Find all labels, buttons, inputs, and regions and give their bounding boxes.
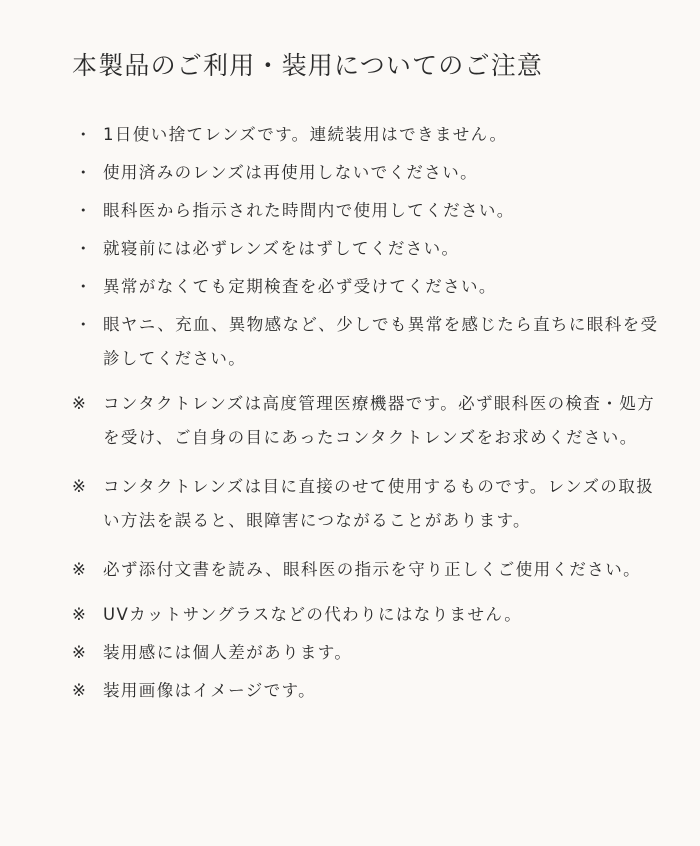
list-item xyxy=(72,636,660,670)
bullet-mark: ・ xyxy=(75,315,93,334)
list-item xyxy=(72,674,660,708)
item-text: 眼ヤニ、充血、異物感など、少しでも異常を感じたら直ちに眼科を受診してください。 xyxy=(103,315,659,368)
item-text: 装用画像はイメージです。 xyxy=(103,681,316,700)
list-item xyxy=(72,598,660,632)
item-text: 1日使い捨てレンズです。連続装用はできません。 xyxy=(103,125,508,144)
list-item xyxy=(72,470,660,538)
bullet-mark: ・ xyxy=(75,201,93,220)
list-item xyxy=(72,232,660,266)
list-item xyxy=(72,270,660,304)
list-item xyxy=(72,194,660,228)
bullet-mark: ・ xyxy=(75,239,93,258)
list-item xyxy=(72,553,660,587)
item-text: 使用済みのレンズは再使用しないでください。 xyxy=(103,163,478,182)
list-item xyxy=(72,387,660,455)
list-item xyxy=(72,156,660,190)
bullet-mark: ・ xyxy=(75,163,93,182)
item-text: 異常がなくても定期検査を必ず受けてください。 xyxy=(103,277,497,296)
note-mark: ※ xyxy=(72,605,88,624)
note-mark: ※ xyxy=(72,477,88,496)
list-item xyxy=(72,118,660,152)
item-text: 必ず添付文書を読み、眼科医の指示を守り正しくご使用ください。 xyxy=(103,560,641,579)
notice-list xyxy=(72,118,660,708)
item-text: コンタクトレンズは目に直接のせて使用するものです。レンズの取扱い方法を誤ると、眼障害につながることがあります。 xyxy=(103,477,655,530)
item-text: UVカットサングラスなどの代わりにはなりません。 xyxy=(103,605,523,624)
item-text: コンタクトレンズは高度管理医療機器です。必ず眼科医の検査・処方を受け、ご自身の目にあったコンタクトレンズをお求めください。 xyxy=(103,394,656,447)
list-item xyxy=(72,308,660,376)
item-text: 装用感には個人差があります。 xyxy=(103,643,353,662)
item-text: 就寝前には必ずレンズをはずしてください。 xyxy=(103,239,460,258)
note-mark: ※ xyxy=(72,681,88,700)
note-mark: ※ xyxy=(72,643,88,662)
page-title: 本製品のご利用・装用についてのご注意 xyxy=(72,51,544,80)
item-text: 眼科医から指示された時間内で使用してください。 xyxy=(103,201,515,220)
bullet-mark: ・ xyxy=(75,277,93,296)
note-mark: ※ xyxy=(72,394,88,413)
bullet-mark: ・ xyxy=(75,125,93,144)
note-mark: ※ xyxy=(72,560,88,579)
